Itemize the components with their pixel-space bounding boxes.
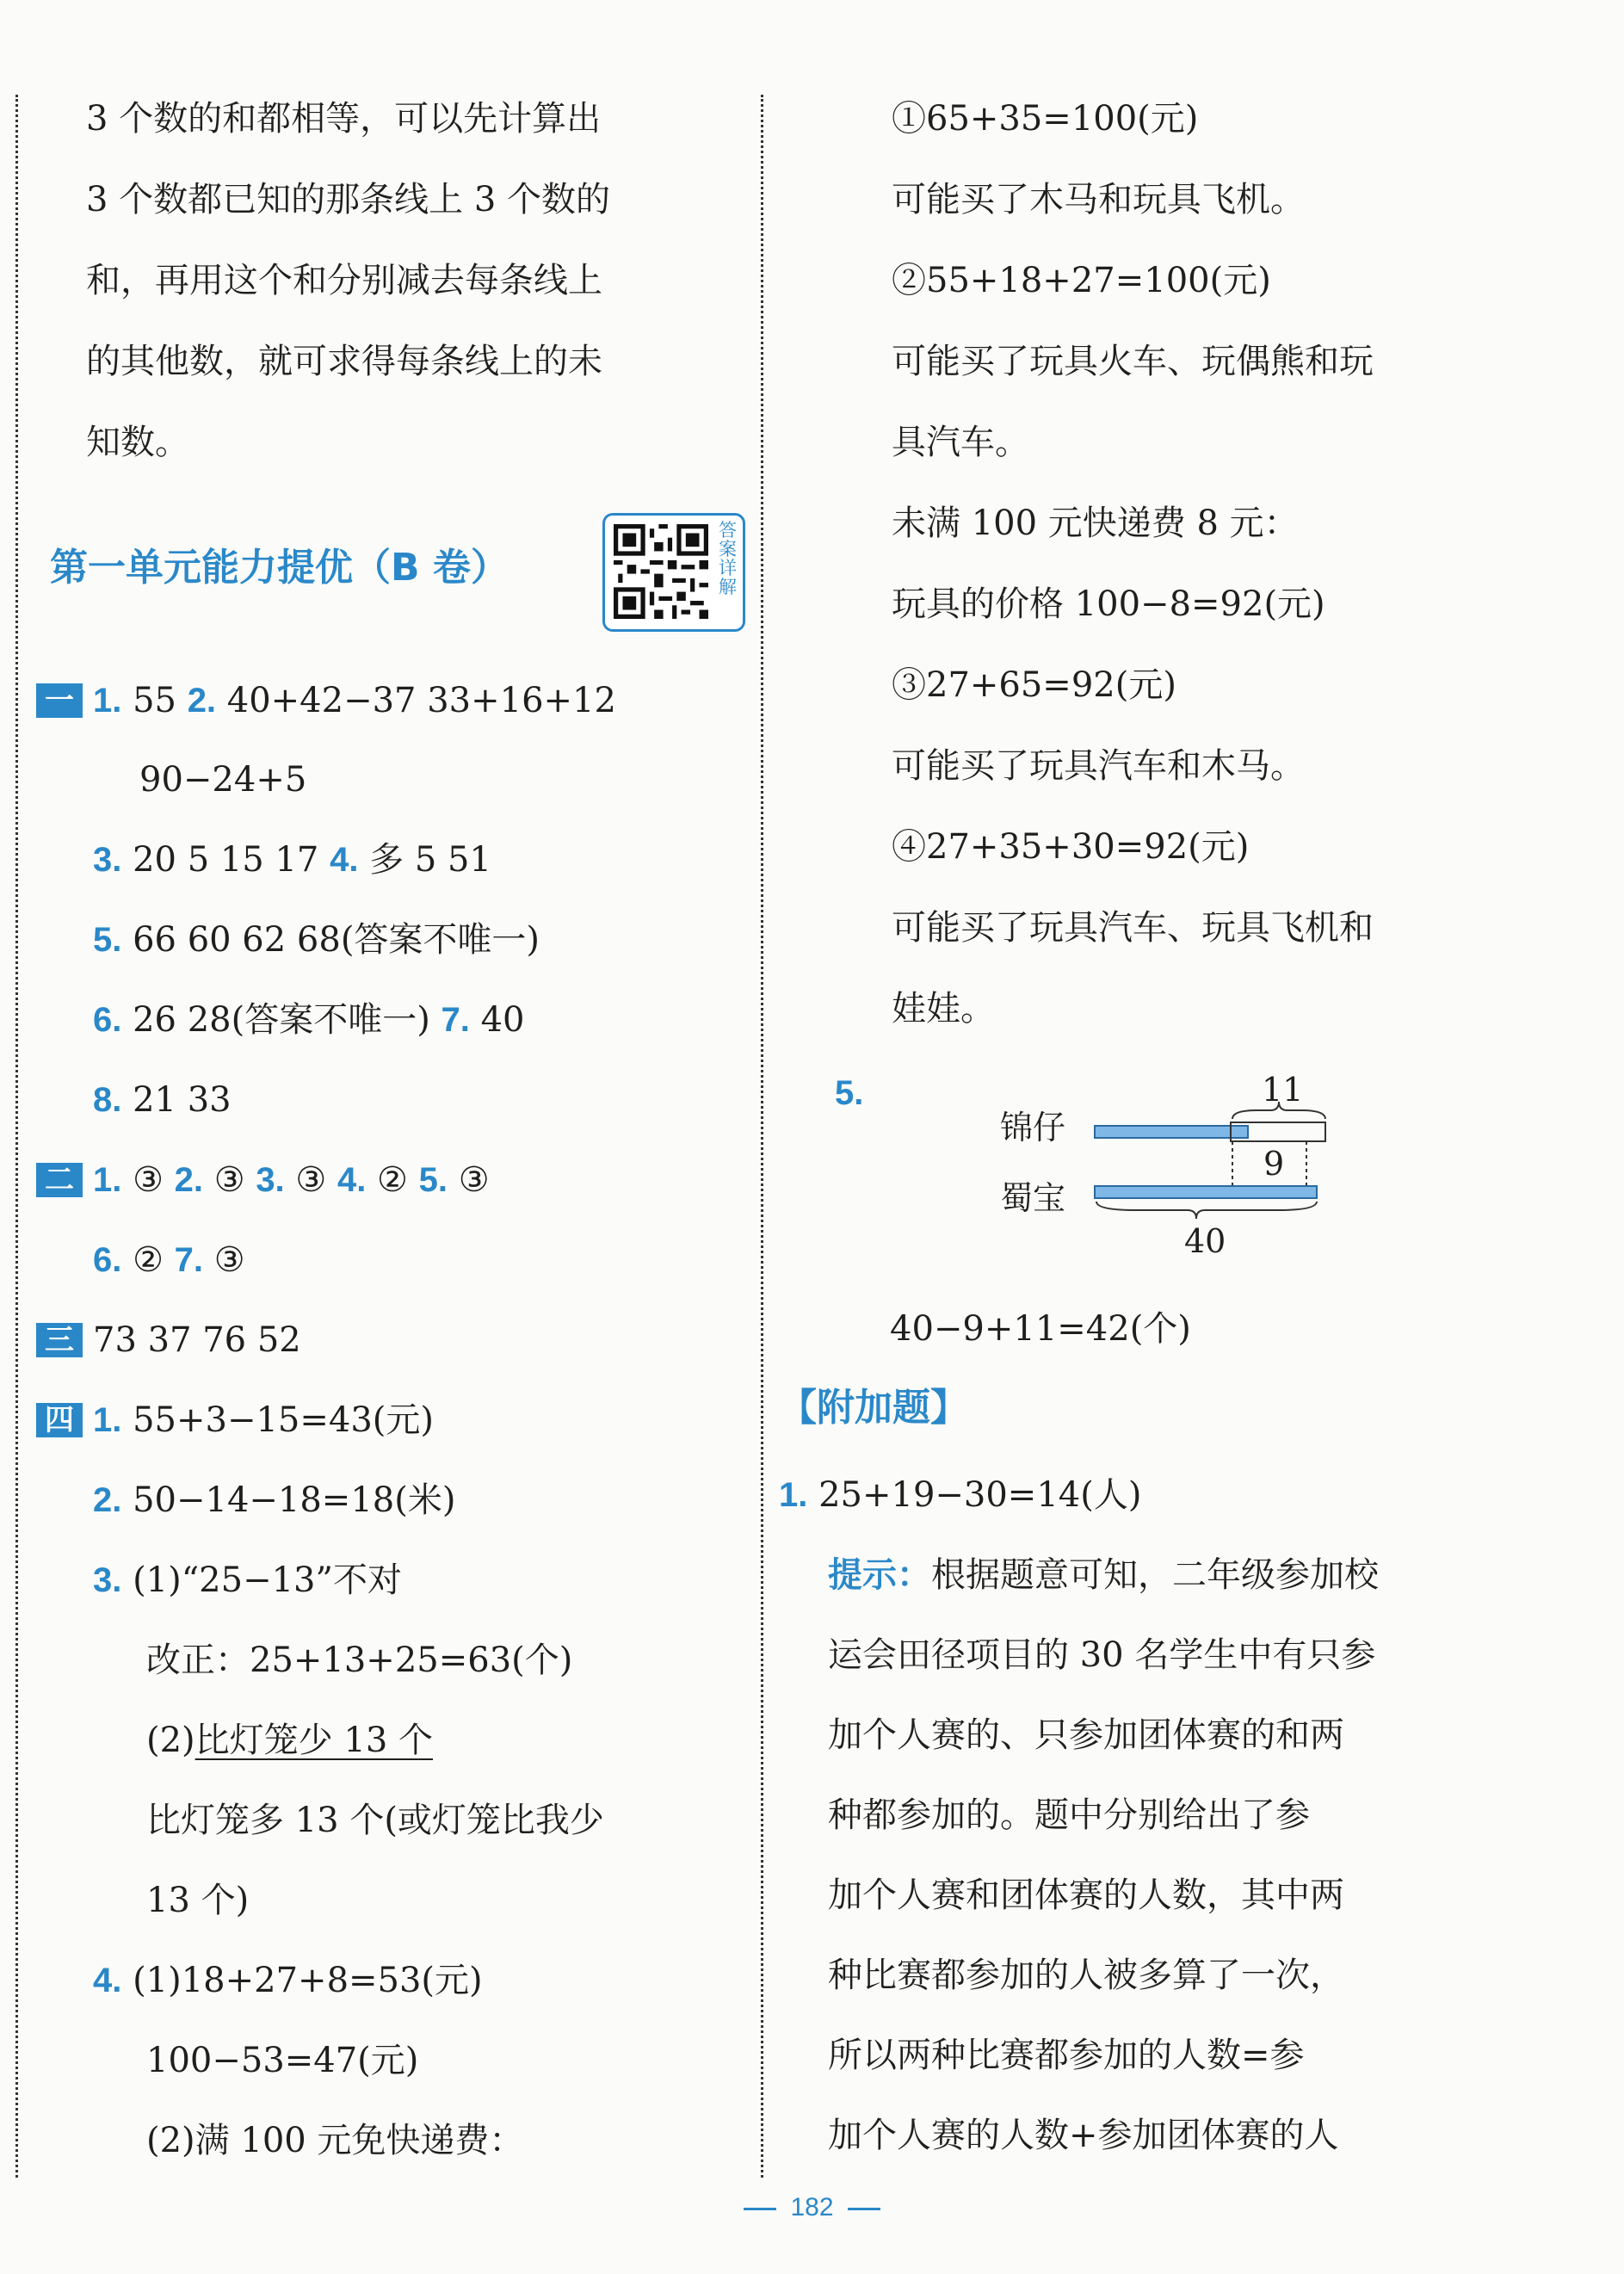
answer-line: ③27+65=92(元) xyxy=(892,665,1176,705)
answer-line: 可能买了玩具火车、玩偶熊和玩 xyxy=(892,342,1374,381)
hint-label: 提示： xyxy=(828,1555,931,1595)
answer-line: ④27+35+30=92(元) xyxy=(892,827,1250,867)
hint-line: 种比赛都参加的人被多算了一次， xyxy=(828,1956,1344,1995)
part-badge-1: 一 xyxy=(36,683,83,718)
answer-line: 90−24+5 xyxy=(139,760,307,800)
answer-line: 1. 55 2. 40+42−37 33+16+12 xyxy=(93,681,616,720)
diagram-label-shubao: 蜀宝 xyxy=(1000,1179,1066,1217)
hint-line: 种都参加的。题中分别给出了参 xyxy=(828,1795,1310,1835)
answer-line: 5. 66 60 62 68(答案不唯一) xyxy=(93,920,540,960)
question-number-5: 5. xyxy=(835,1074,864,1112)
answer-line: 8. 21 33 xyxy=(93,1080,232,1120)
page-footer xyxy=(0,2193,1624,2222)
answer-line: 可能买了玩具汽车、玩具飞机和 xyxy=(892,908,1374,948)
answer-line: 6. 26 28(答案不唯一) 7. 40 xyxy=(93,1000,525,1040)
answer-line: (2)满 100 元免快递费： xyxy=(146,2121,524,2160)
hint-line: 提示：根据题意可知，二年级参加校 xyxy=(828,1555,1379,1595)
part-badge-3: 三 xyxy=(36,1323,83,1357)
intro-line: 和，再用这个和分别减去每条线上 xyxy=(86,261,602,300)
answer-line: 73 37 76 52 xyxy=(93,1320,301,1360)
answer-line: 比灯笼多 13 个(或灯笼比我少 xyxy=(146,1801,604,1840)
hint-line: 加个人赛和团体赛的人数，其中两 xyxy=(828,1875,1344,1915)
answer-line: 1. 25+19−30=14(人) xyxy=(779,1475,1142,1515)
hint-line: 加个人赛的、只参加团体赛的和两 xyxy=(828,1715,1344,1755)
page-number: 182 xyxy=(790,2193,834,2221)
column-divider-center xyxy=(761,95,763,2178)
intro-line: 3 个数的和都相等，可以先计算出 xyxy=(86,99,602,139)
intro-line: 的其他数，就可求得每条线上的未 xyxy=(86,342,602,381)
answer-line: 2. 50−14−18=18(米) xyxy=(93,1480,456,1520)
answer-line: ②55+18+27=100(元) xyxy=(892,261,1271,300)
underlined-phrase: 比灯笼少 13 个 xyxy=(195,1721,433,1760)
section-title: 第一单元能力提优（B 卷） xyxy=(50,546,509,590)
hint-line: 所以两种比赛都参加的人数=参 xyxy=(828,2036,1305,2075)
answer-line: 3. (1)“25−13”不对 xyxy=(93,1560,402,1600)
qr-code-icon xyxy=(614,524,708,619)
diagram-value-9: 9 xyxy=(1263,1145,1285,1183)
answer-line: 1. 55+3−15=43(元) xyxy=(93,1400,434,1440)
answer-line: 玩具的价格 100−8=92(元) xyxy=(892,584,1325,624)
answer-line: 3. 20 5 15 17 4. 多 5 51 xyxy=(93,840,491,880)
qr-caption: 答案详解 xyxy=(719,520,737,597)
answer-line: ①65+35=100(元) xyxy=(892,99,1199,139)
answer-line: 娃娃。 xyxy=(892,989,995,1029)
answer-line: 13 个) xyxy=(146,1881,250,1920)
answer-line: 可能买了玩具汽车和木马。 xyxy=(892,746,1305,786)
intro-line: 知数。 xyxy=(86,423,189,462)
diagram-value-40: 40 xyxy=(1184,1222,1226,1260)
column-divider-left xyxy=(15,95,18,2178)
diagram-label-jinzai: 锦仔 xyxy=(1000,1109,1066,1146)
answer-line: 40−9+11=42(个) xyxy=(890,1309,1191,1349)
answer-line: 6. ② 7. ③ xyxy=(93,1240,245,1280)
answer-line: 可能买了木马和玩具飞机。 xyxy=(892,180,1305,219)
intro-line: 3 个数都已知的那条线上 3 个数的 xyxy=(86,180,611,219)
hint-line: 运会田径项目的 30 名学生中有只参 xyxy=(828,1635,1376,1675)
extra-title: 【附加题】 xyxy=(779,1386,968,1430)
part-badge-2: 二 xyxy=(36,1163,83,1197)
answer-line: 4. (1)18+27+8=53(元) xyxy=(93,1961,483,2000)
answer-line: (2)比灯笼少 13 个 xyxy=(146,1721,433,1760)
qr-code-box[interactable] xyxy=(602,513,745,632)
answer-line: 未满 100 元快递费 8 元： xyxy=(892,504,1299,543)
answer-line: 100−53=47(元) xyxy=(146,2041,419,2080)
answer-line: 1. ③ 2. ③ 3. ③ 4. ② 5. ③ xyxy=(93,1160,490,1200)
part-badge-4: 四 xyxy=(36,1403,83,1437)
diagram-value-11: 11 xyxy=(1262,1071,1304,1109)
answer-line: 改正：25+13+25=63(个) xyxy=(146,1641,573,1680)
answer-line: 具汽车。 xyxy=(892,423,1029,462)
hint-line: 加个人赛的人数+参加团体赛的人 xyxy=(828,2116,1339,2155)
